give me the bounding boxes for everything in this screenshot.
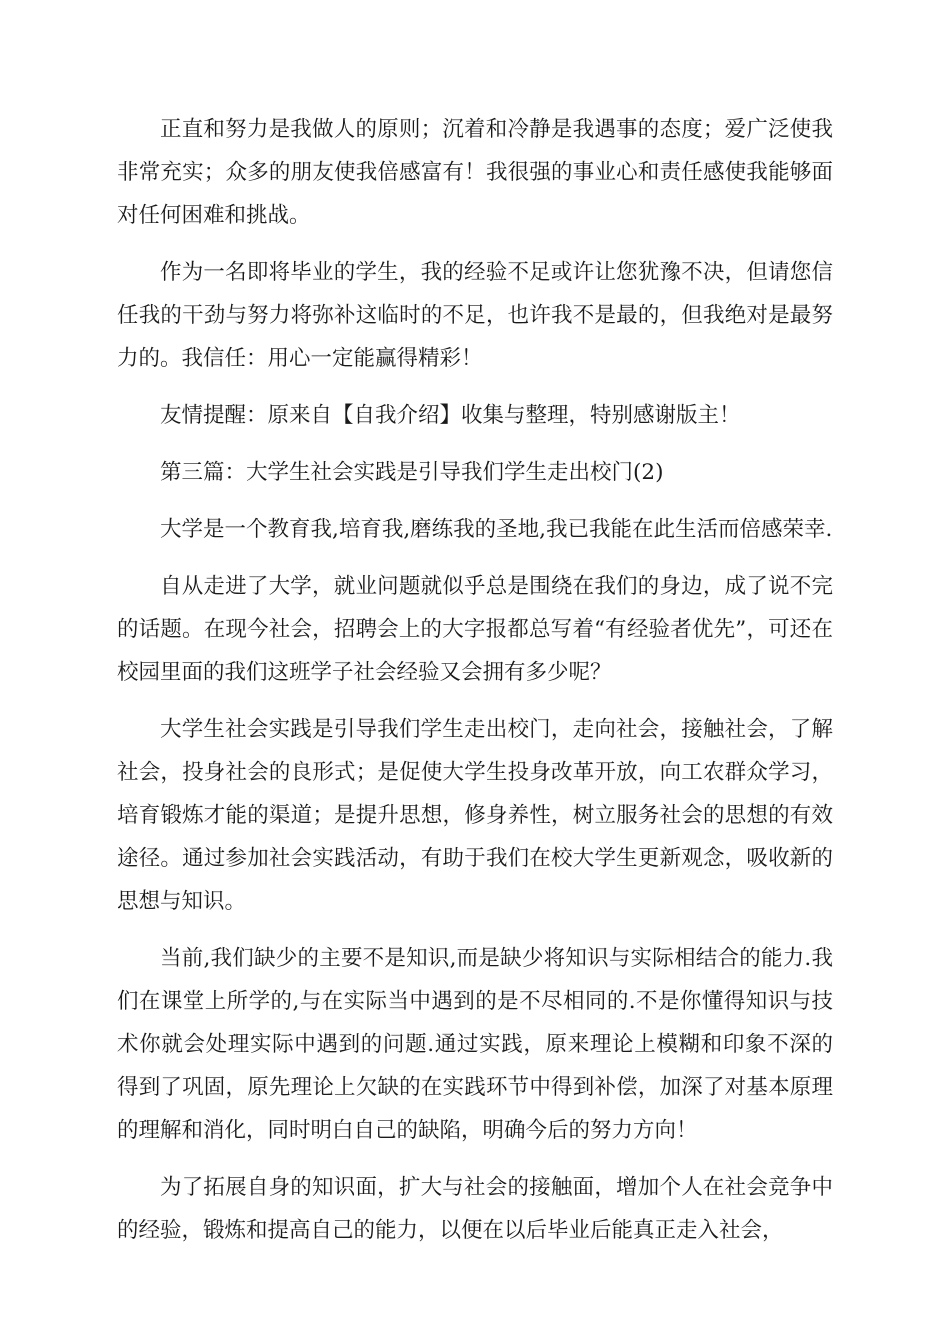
paragraph-reminder: 友情提醒：原来自【自我介绍】收集与整理，特别感谢版主！ [160, 403, 741, 428]
paragraph-social-practice: 大学生社会实践是引导我们学生走出校门，走向社会，接触社会，了解社会，投身社会的良形式；是促使大学生投身改革开放，向工农群众学习，培育锻炼才能的渠道；是提升思想，修身养性，树立服务社会的思想的有效途径。通过参加社会实践活动，有助于我们在校大学生更新观念，吸收新的思想与知识。 [117, 717, 833, 914]
paragraph-graduate: 作为一名即将毕业的学生，我的经验不足或许让您犹豫不决，但请您信任我的干劲与努力将弥补这临时的不足，也许我不是最的，但我绝对是最努力的。我信任：用心一定能赢得精彩！ [117, 260, 833, 371]
paragraph-principles: 正直和努力是我做人的原则；沉着和冷静是我遇事的态度；爱广泛使我非常充实；众多的朋友使我倍感富有！我很强的事业心和责任感使我能够面对任何困难和挑战。 [117, 117, 833, 228]
paragraph-employment: 自从走进了大学，就业问题就似乎总是围绕在我们的身边，成了说不完的话题。在现今社会，招聘会上的大字报都总写着“有经验者优先”，可还在校园里面的我们这班学子社会经验又会拥有多少呢？ [117, 574, 833, 685]
paragraph-expand: 为了拓展自身的知识面，扩大与社会的接触面，增加个人在社会竞争中的经验，锻炼和提高自己的能力，以便在以后毕业后能真正走入社会， [117, 1175, 833, 1243]
paragraph-university: 大学是一个教育我,培育我,磨练我的圣地,我已我能在此生活而倍感荣幸. [160, 517, 833, 542]
document-body [117, 108, 833, 1266]
section-heading: 第三篇：大学生社会实践是引导我们学生走出校门(2) [160, 460, 664, 485]
paragraph-knowledge: 当前,我们缺少的主要不是知识,而是缺少将知识与实际相结合的能力.我们在课堂上所学的,与在实际当中遇到的是不尽相同的.不是你懂得知识与技术你就会处理实际中遇到的问题.通过实践，原来理论上模糊和印象不深的得到了巩固，原先理论上欠缺的在实践环节中得到补偿，加深了对基本原理的理解和消化，同时明白自己的缺陷，明确今后的努力方向！ [117, 946, 833, 1143]
